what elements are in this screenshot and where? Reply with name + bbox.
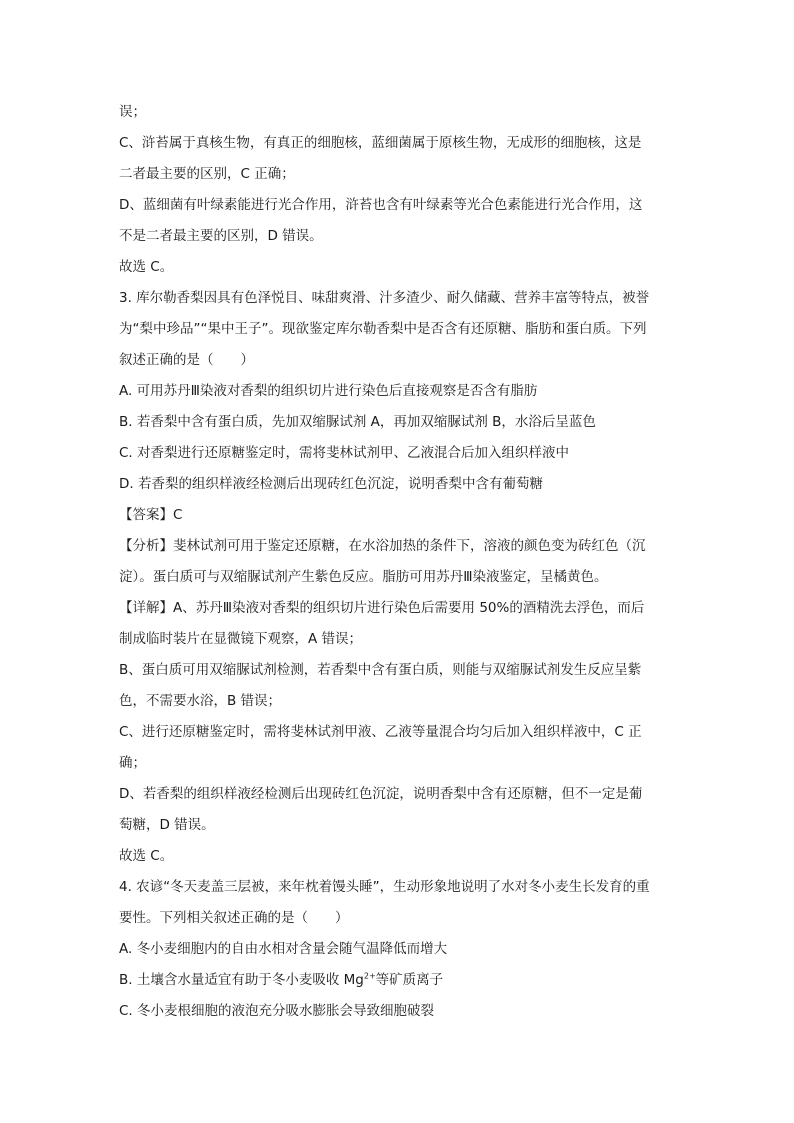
text-line: 为“梨中珍品”“果中王子”。现欲鉴定库尔勒香梨中是否含有还原糖、脂肪和蛋白质。下列 xyxy=(119,321,647,337)
text-line: 叙述正确的是（ ） xyxy=(119,352,254,368)
text-line: B、蛋白质可用双缩脲试剂检测，若香梨中含有蛋白质，则能与双缩脲试剂发生反应呈紫 xyxy=(119,662,642,678)
text-line: 故选 C。 xyxy=(119,259,174,275)
text-line: 制成临时装片在显微镜下观察，A 错误； xyxy=(119,631,363,647)
option-b-text-end: 等矿质离子 xyxy=(375,972,444,988)
analysis-line: 【分析】斐林试剂可用于鉴定还原糖，在水浴加热的条件下，溶液的颜色变为砖红色（沉 xyxy=(119,538,646,554)
text-line: C、进行还原糖鉴定时，需将斐林试剂甲液、乙液等量混合均匀后加入组织样液中，C 正 xyxy=(119,724,642,740)
text-line: 不是二者最主要的区别，D 错误。 xyxy=(119,228,323,244)
option-c: C. 对香梨进行还原糖鉴定时，需将斐林试剂甲、乙液混合后加入组织样液中 xyxy=(119,445,570,461)
option-b-text: B. 土壤含水量适宜有助于冬小麦吸收 Mg xyxy=(119,972,364,988)
option-b: B. 若香梨中含有蛋白质，先加双缩脲试剂 A，再加双缩脲试剂 B，水浴后呈蓝色 xyxy=(119,414,596,430)
text-line: 确； xyxy=(119,755,146,771)
question-4-stem: 4. 农谚“冬天麦盖三层被，来年枕着馒头睡”，生动形象地说明了水对冬小麦生长发育的重 xyxy=(119,879,650,895)
text-line: 二者最主要的区别，C 正确； xyxy=(119,166,295,182)
text-line: D、蓝细菌有叶绿素能进行光合作用，浒苔也含有叶绿素等光合色素能进行光合作用，这 xyxy=(119,197,643,213)
text-line: 淀）。蛋白质可与双缩脲试剂产生紫色反应。脂肪可用苏丹Ⅲ染液鉴定，呈橘黄色。 xyxy=(119,569,608,585)
text-line: 故选 C。 xyxy=(119,848,174,864)
option-a: A. 可用苏丹Ⅲ染液对香梨的组织切片进行染色后直接观察是否含有脂肪 xyxy=(119,383,538,399)
ion-charge: 2+ xyxy=(363,971,376,981)
option-c: C. 冬小麦根细胞的液泡充分吸水膨胀会导致细胞破裂 xyxy=(119,1003,435,1019)
text-line: 色，不需要水浴，B 错误； xyxy=(119,693,282,709)
text-line: 误； xyxy=(119,104,146,120)
text-line: C、浒苔属于真核生物，有真正的细胞核，蓝细菌属于原核生物，无成形的细胞核，这是 xyxy=(119,135,642,151)
text-line: 萄糖，D 错误。 xyxy=(119,817,215,833)
text-line: D、若香梨的组织样液经检测后出现砖红色沉淀，说明香梨中含有还原糖，但不一定是葡 xyxy=(119,786,643,802)
text-line: 要性。下列相关叙述正确的是（ ） xyxy=(119,910,349,926)
option-d: D. 若香梨的组织样液经检测后出现砖红色沉淀，说明香梨中含有葡萄糖 xyxy=(119,476,543,492)
explanation-line: 【详解】A、苏丹Ⅲ染液对香梨的组织切片进行染色后需要用 50%的酒精洗去浮色，而后 xyxy=(119,600,645,616)
question-3-stem: 3. 库尔勒香梨因具有色泽悦目、味甜爽滑、汁多渣少、耐久储藏、营养丰富等特点，被誉 xyxy=(119,290,650,306)
option-b xyxy=(119,971,443,989)
answer-line: 【答案】C xyxy=(119,507,183,523)
option-a: A. 冬小麦细胞内的自由水相对含量会随气温降低而增大 xyxy=(119,941,448,957)
